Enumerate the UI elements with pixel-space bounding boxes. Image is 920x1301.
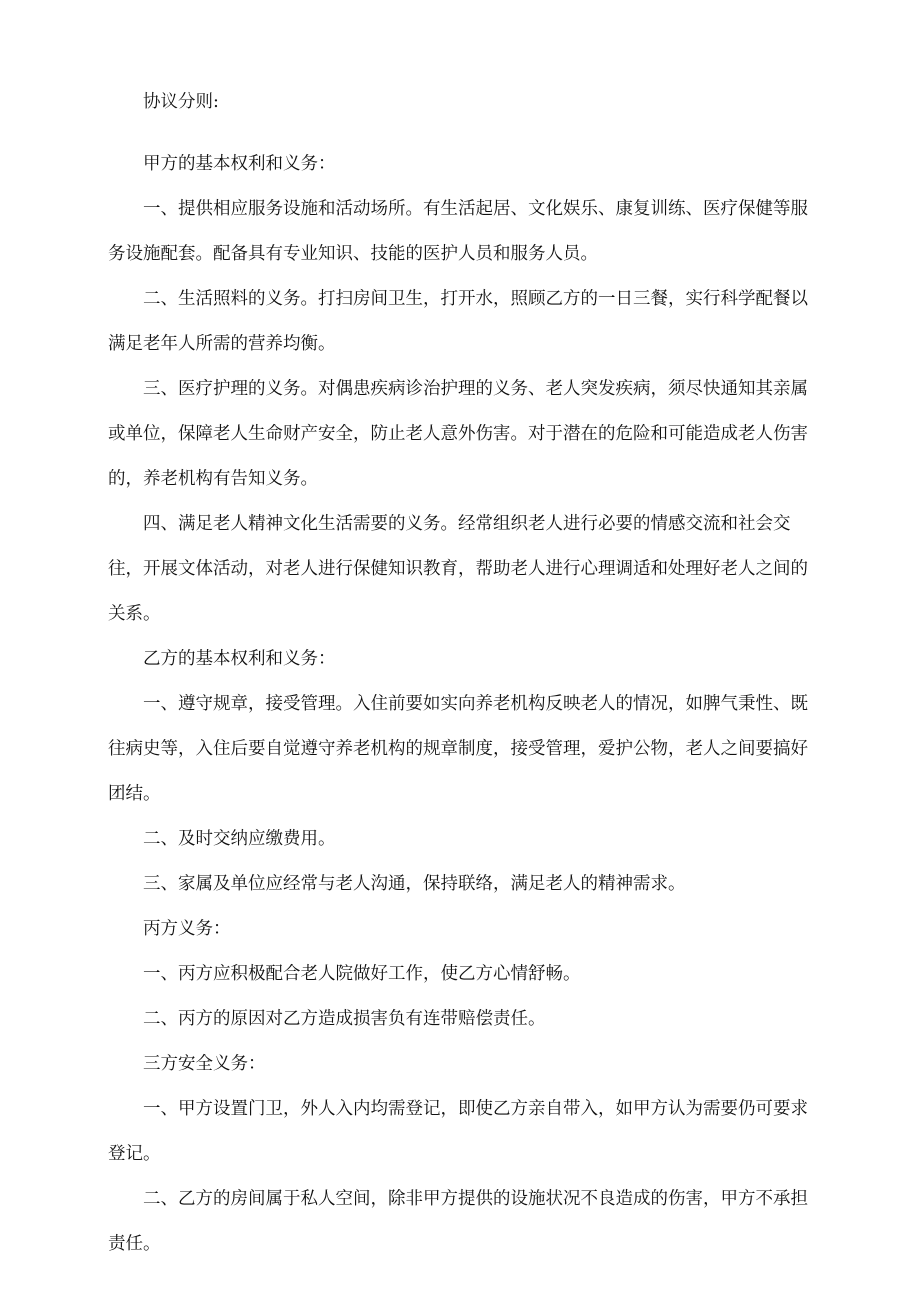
section-heading-party-b: 乙方的基本权利和义务： bbox=[143, 649, 336, 669]
party-a-item-1: 一、提供相应服务设施和活动场所。有生活起居、文化娱乐、康复训练、医疗保健等服务设施配套。配备具有专业知识、技能的医护人员和服务人员。 bbox=[108, 199, 808, 264]
safety-item-2: 二、乙方的房间属于私人空间，除非甲方提供的设施状况不良造成的伤害，甲方不承担责任。 bbox=[108, 1189, 808, 1254]
section-heading-safety: 三方安全义务： bbox=[143, 1054, 266, 1074]
document-body bbox=[108, 80, 824, 1267]
party-c-item-2: 二、丙方的原因对乙方造成损害负有连带赔偿责任。 bbox=[143, 1009, 546, 1029]
document-title: 协议分则: bbox=[143, 92, 219, 112]
party-a-item-4: 四、满足老人精神文化生活需要的义务。经常组织老人进行必要的情感交流和社会交往，开展文体活动，对老人进行保健知识教育，帮助老人进行心理调适和处理好老人之间的关系。 bbox=[108, 514, 808, 624]
party-b-item-2: 二、及时交纳应缴费用。 bbox=[143, 829, 336, 849]
party-b-item-3: 三、家属及单位应经常与老人沟通，保持联络，满足老人的精神需求。 bbox=[143, 874, 686, 894]
party-a-item-3: 三、医疗护理的义务。对偶患疾病诊治护理的义务、老人突发疾病，须尽快通知其亲属或单位，保障老人生命财产安全，防止老人意外伤害。对于潜在的危险和可能造成老人伤害的，养老机构有告知义务。 bbox=[108, 379, 808, 489]
party-c-item-1: 一、丙方应积极配合老人院做好工作，使乙方心情舒畅。 bbox=[143, 964, 581, 984]
section-heading-party-a: 甲方的基本权利和义务： bbox=[143, 154, 336, 174]
party-a-item-2: 二、生活照料的义务。打扫房间卫生，打开水，照顾乙方的一日三餐，实行科学配餐以满足老年人所需的营养均衡。 bbox=[108, 289, 808, 354]
section-heading-party-c: 丙方义务： bbox=[143, 919, 231, 939]
safety-item-1: 一、甲方设置门卫，外人入内均需登记，即使乙方亲自带入，如甲方认为需要仍可要求登记。 bbox=[108, 1099, 808, 1164]
party-b-item-1: 一、遵守规章，接受管理。入住前要如实向养老机构反映老人的情况，如脾气秉性、既往病史等，入住后要自觉遵守养老机构的规章制度，接受管理，爱护公物，老人之间要搞好团结。 bbox=[108, 694, 808, 804]
